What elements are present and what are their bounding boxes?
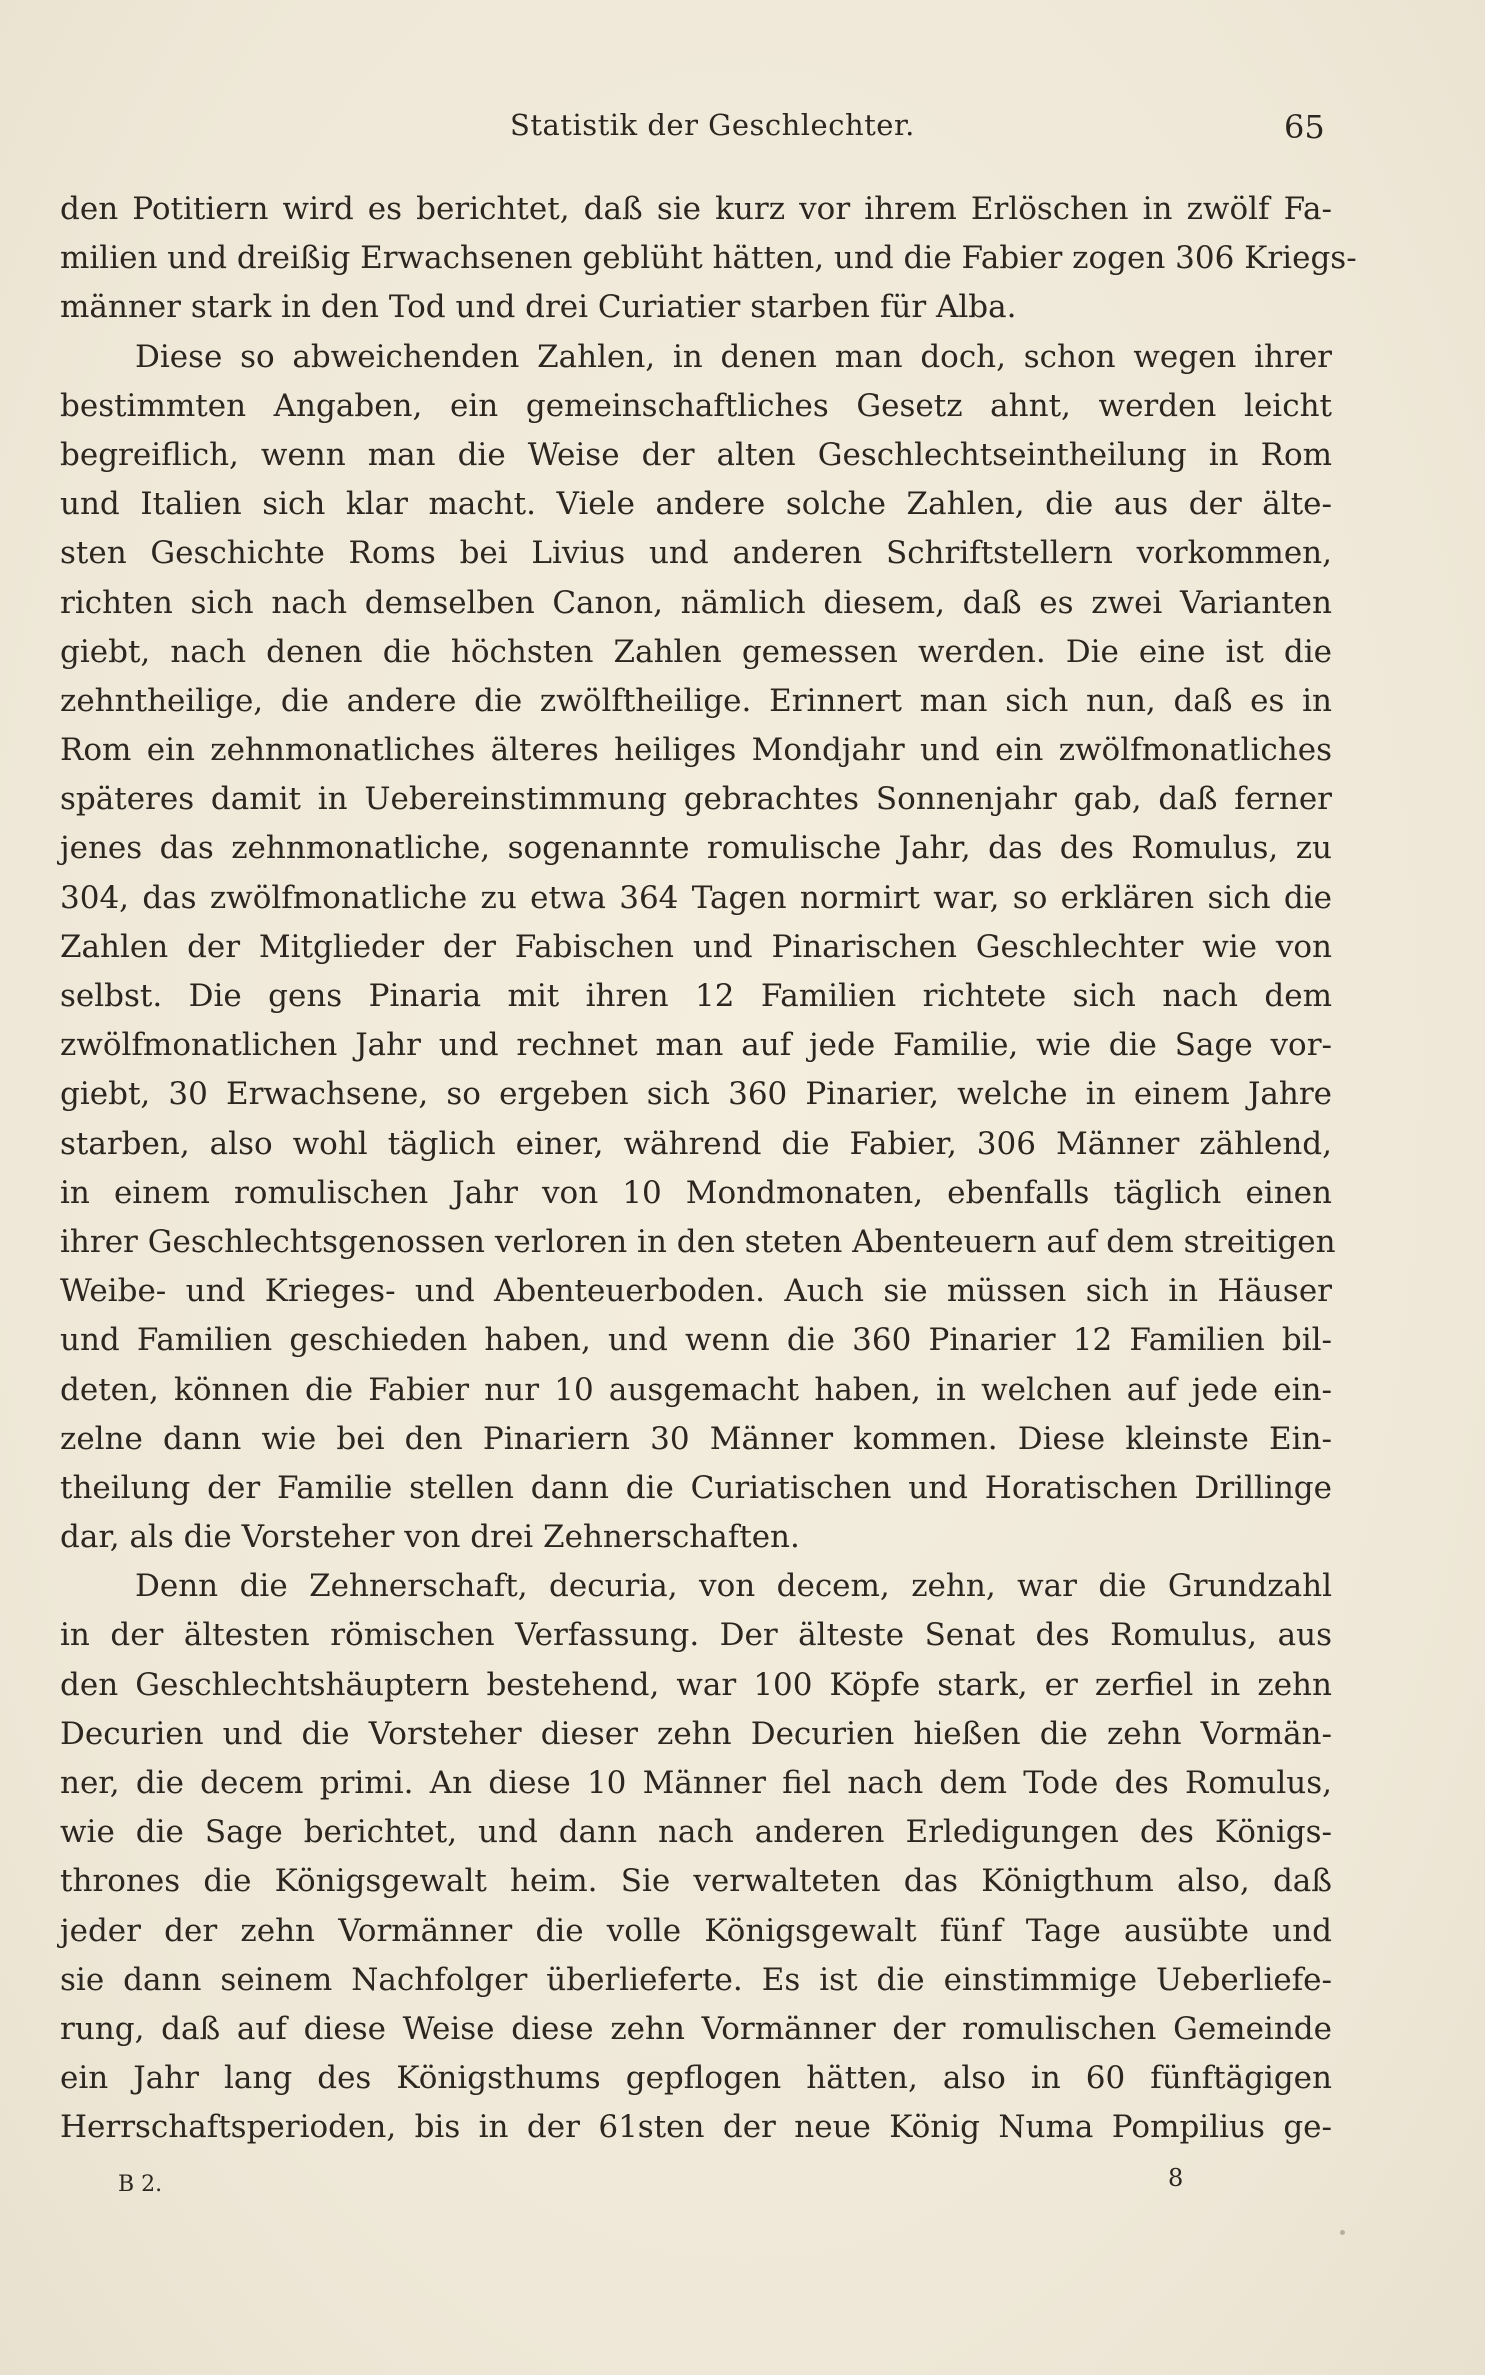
- text-line: Diese so abweichenden Zahlen, in denen man doch, schon wegen ihrer: [135, 338, 1332, 375]
- text-line: wie die Sage berichtet, und dann nach anderen Erledigungen des Königs-: [60, 1814, 1332, 1851]
- text-line: sten Geschichte Roms bei Livius und anderen Schriftstellern vorkommen,: [60, 535, 1332, 572]
- text-line: Zahlen der Mitglieder der Fabischen und Pinarischen Geschlechter wie von: [60, 928, 1332, 965]
- text-line: zwölfmonatlichen Jahr und rechnet man auf jede Familie, wie die Sage vor-: [60, 1027, 1332, 1064]
- text-line: giebt, nach denen die höchsten Zahlen gemessen werden. Die eine ist die: [60, 633, 1332, 670]
- text-line: starben, also wohl täglich einer, während die Fabier, 306 Männer zählend,: [60, 1125, 1332, 1162]
- text-line: selbst. Die gens Pinaria mit ihren 12 Familien richtete sich nach dem: [60, 978, 1332, 1014]
- text-line: späteres damit in Uebereinstimmung gebrachtes Sonnenjahr gab, daß ferner: [60, 781, 1332, 818]
- page-header: [0, 108, 1485, 152]
- text-line: Herrschaftsperioden, bis in der 61sten der neue König Numa Pompilius ge-: [60, 2109, 1332, 2146]
- text-line: den Potitiern wird es berichtet, daß sie kurz vor ihrem Erlöschen in zwölf Fa-: [60, 191, 1332, 227]
- text-line: bestimmten Angaben, ein gemeinschaftliches Gesetz ahnt, werden leicht: [60, 387, 1332, 424]
- text-line: Rom ein zehnmonatliches älteres heiliges Mondjahr und ein zwölfmonatliches: [60, 732, 1332, 769]
- running-head: Statistik der Geschlechter.: [510, 108, 915, 142]
- text-line: 304, das zwölfmonatliche zu etwa 364 Tagen normirt war, so erklären sich die: [60, 879, 1332, 916]
- text-line: ein Jahr lang des Königsthums gepflogen hätten, also in 60 fünftägigen: [60, 2060, 1332, 2097]
- text-line: Denn die Zehnerschaft, decuria, von decem, zehn, war die Grundzahl: [135, 1568, 1332, 1605]
- text-line: begreiflich, wenn man die Weise der alten Geschlechtseintheilung in Rom: [60, 436, 1332, 473]
- text-line: ihrer Geschlechtsgenossen verloren in den steten Abenteuern auf dem streitigen: [60, 1223, 1336, 1260]
- sheet-number: 8: [1168, 2164, 1184, 2192]
- text-line: zehntheilige, die andere die zwölftheilige. Erinnert man sich nun, daß es in: [60, 682, 1332, 719]
- page-number: 65: [1284, 108, 1325, 146]
- text-line: thrones die Königsgewalt heim. Sie verwalteten das Königthum also, daß: [60, 1863, 1332, 1900]
- page-footer: [0, 2164, 1485, 2212]
- text-line: und Italien sich klar macht. Viele andere solche Zahlen, die aus der älte-: [60, 486, 1332, 523]
- text-line: sie dann seinem Nachfolger überlieferte. Es ist die einstimmige Ueberliefe-: [60, 1961, 1332, 1998]
- text-line: ner, die decem primi. An diese 10 Männer fiel nach dem Tode des Romulus,: [60, 1765, 1332, 1801]
- text-line: rung, daß auf diese Weise diese zehn Vormänner der romulischen Gemeinde: [60, 2010, 1332, 2047]
- text-line: zelne dann wie bei den Pinariern 30 Männer kommen. Diese kleinste Ein-: [60, 1420, 1332, 1457]
- text-line: deten, können die Fabier nur 10 ausgemacht haben, in welchen auf jede ein-: [60, 1371, 1332, 1408]
- text-line: männer stark in den Tod und drei Curiatier starben für Alba.: [60, 289, 1017, 326]
- text-line: dar, als die Vorsteher von drei Zehnerschaften.: [60, 1519, 800, 1556]
- text-line: theilung der Familie stellen dann die Curiatischen und Horatischen Drillinge: [60, 1469, 1332, 1506]
- text-line: in einem romulischen Jahr von 10 Mondmonaten, ebenfalls täglich einen: [60, 1174, 1332, 1211]
- text-line: jeder der zehn Vormänner die volle Königsgewalt fünf Tage ausübte und: [60, 1912, 1332, 1949]
- signature-mark: B 2.: [118, 2172, 163, 2197]
- text-line: milien und dreißig Erwachsenen geblüht hätten, und die Fabier zogen 306 Kriegs-: [60, 240, 1357, 277]
- text-line: in der ältesten römischen Verfassung. Der älteste Senat des Romulus, aus: [60, 1617, 1332, 1654]
- text-line: Decurien und die Vorsteher dieser zehn Decurien hießen die zehn Vormän-: [60, 1715, 1332, 1752]
- text-line: den Geschlechtshäuptern bestehend, war 100 Köpfe stark, er zerfiel in zehn: [60, 1666, 1332, 1703]
- paper-speck: [1340, 2230, 1345, 2235]
- text-line: und Familien geschieden haben, und wenn die 360 Pinarier 12 Familien bil-: [60, 1322, 1332, 1359]
- text-line: Weibe- und Krieges- und Abenteuerboden. Auch sie müssen sich in Häuser: [60, 1273, 1332, 1310]
- body-text: [60, 185, 1357, 2153]
- text-line: giebt, 30 Erwachsene, so ergeben sich 360 Pinarier, welche in einem Jahre: [60, 1076, 1332, 1113]
- text-line: richten sich nach demselben Canon, nämlich diesem, daß es zwei Varianten: [60, 584, 1332, 621]
- text-line: jenes das zehnmonatliche, sogenannte romulische Jahr, das des Romulus, zu: [60, 830, 1332, 867]
